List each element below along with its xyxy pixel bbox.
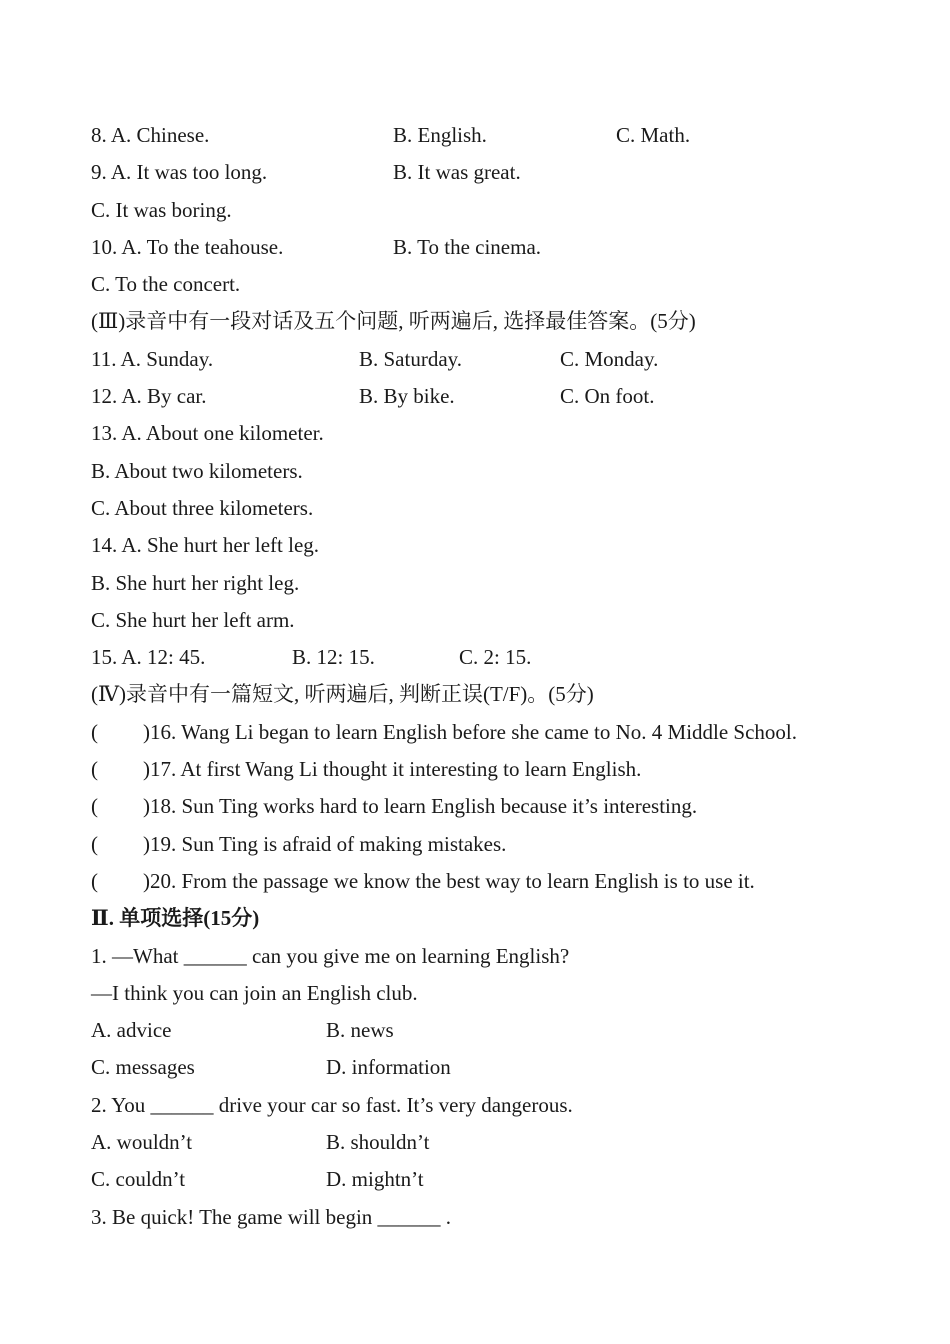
tf-item-19 — [91, 826, 891, 863]
mc1-option-b: B. news — [326, 1018, 394, 1043]
tf-item-20 — [91, 863, 891, 900]
q14-option-b: B. She hurt her right leg. — [91, 570, 300, 595]
q12-option-c: C. On foot. — [560, 384, 655, 409]
q10-option-b: B. To the cinema. — [393, 234, 542, 259]
question-10-line2 — [91, 266, 891, 303]
q13-option-b: B. About two kilometers. — [91, 458, 303, 483]
mc1-option-c: C. messages — [91, 1055, 195, 1080]
q10-option-a: 10. A. To the teahouse. — [91, 234, 284, 259]
q13-option-c: C. About three kilometers. — [91, 495, 314, 520]
answer-blank: ( — [91, 719, 98, 744]
answer-blank: ( — [91, 831, 98, 856]
question-10 — [91, 229, 891, 266]
mc2-option-a: A. wouldn’t — [91, 1130, 193, 1155]
tf-statement: )17. At first Wang Li thought it interesting to learn English. — [143, 757, 642, 782]
mc1-option-a: A. advice — [91, 1018, 172, 1043]
answer-blank: ( — [91, 794, 98, 819]
q9-option-a: 9. A. It was too long. — [91, 160, 268, 185]
answer-blank: ( — [91, 757, 98, 782]
q8-option-b: B. English. — [393, 123, 487, 147]
mc-question-2-options-cd — [91, 1161, 891, 1198]
q15-option-a: 15. A. 12: 45. — [91, 645, 206, 670]
q15-option-b: B. 12: 15. — [292, 645, 375, 670]
mc-question-1-options-ab — [91, 1012, 891, 1049]
mc-question-2-stem: 2. You ______ drive your car so fast. It’s very dangerous. — [91, 1092, 573, 1117]
tf-item-18 — [91, 788, 891, 825]
question-15 — [91, 639, 891, 676]
mc-question-1-options-cd — [91, 1049, 891, 1086]
tf-statement: )18. Sun Ting works hard to learn English because it’s interesting. — [143, 794, 698, 819]
q14-option-c: C. She hurt her left arm. — [91, 607, 295, 632]
tf-statement: )16. Wang Li began to learn English before she came to No. 4 Middle School. — [143, 719, 798, 744]
q11-option-c: C. Monday. — [560, 346, 659, 371]
tf-item-16 — [91, 714, 891, 751]
question-14: 14. A. She hurt her left leg. — [91, 533, 320, 558]
question-8 — [91, 117, 891, 154]
mc-question-1-reply: —I think you can join an English club. — [91, 980, 418, 1005]
question-12 — [91, 378, 891, 415]
q8-option-a: 8. A. Chinese. — [91, 123, 210, 147]
tf-item-17 — [91, 751, 891, 788]
q12-option-b: B. By bike. — [359, 384, 455, 409]
question-9 — [91, 154, 891, 191]
answer-blank: ( — [91, 868, 98, 893]
q9-option-b: B. It was great. — [393, 160, 521, 185]
q15-option-c: C. 2: 15. — [459, 645, 532, 670]
tf-statement: )19. Sun Ting is afraid of making mistakes. — [143, 831, 507, 856]
question-11 — [91, 341, 891, 378]
section-4-heading: (Ⅳ)录音中有一篇短文, 听两遍后, 判断正误(T/F)。(5分) — [91, 682, 594, 707]
part-2-heading: Ⅱ. 单项选择(15分) — [91, 906, 260, 931]
mc2-option-d: D. mightn’t — [326, 1167, 424, 1192]
section-3-heading: (Ⅲ)录音中有一段对话及五个问题, 听两遍后, 选择最佳答案。(5分) — [91, 309, 696, 334]
mc-question-2-options-ab — [91, 1124, 891, 1161]
mc-question-3-stem: 3. Be quick! The game will begin ______ . — [91, 1204, 452, 1229]
q11-option-b: B. Saturday. — [359, 346, 463, 371]
question-9-line2 — [91, 192, 891, 229]
q8-option-c: C. Math. — [616, 123, 691, 147]
q9-option-c: C. It was boring. — [91, 197, 232, 222]
q10-option-c: C. To the concert. — [91, 272, 241, 297]
exam-page — [91, 117, 891, 1236]
mc-question-1-stem: 1. —What ______ can you give me on learning English? — [91, 943, 570, 968]
q11-option-a: 11. A. Sunday. — [91, 346, 214, 371]
q12-option-a: 12. A. By car. — [91, 384, 207, 409]
tf-statement: )20. From the passage we know the best way to learn English is to use it. — [143, 868, 755, 893]
mc1-option-d: D. information — [326, 1055, 451, 1080]
mc2-option-c: C. couldn’t — [91, 1167, 186, 1192]
mc2-option-b: B. shouldn’t — [326, 1130, 430, 1155]
question-13: 13. A. About one kilometer. — [91, 421, 324, 446]
